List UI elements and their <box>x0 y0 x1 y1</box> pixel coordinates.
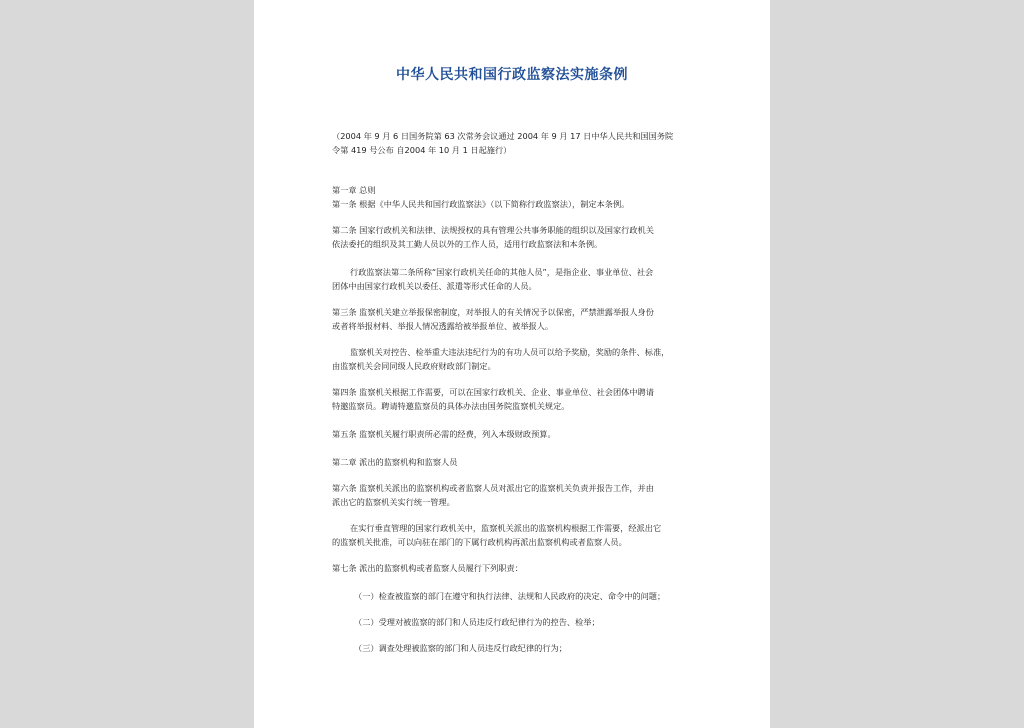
chapter-heading: 第二章 派出的监察机构和监察人员 <box>332 457 458 467</box>
article-7-item: （一）检查被监察的部门在遵守和执行法律、法规和人民政府的决定、命令中的问题； <box>354 591 666 601</box>
article-6-paragraph: 的监察机关批准，可以向驻在部门的下属行政机构再派出监察机构或者监察人员。 <box>332 537 627 547</box>
article-6-paragraph: 在实行垂直管理的国家行政机关中，监察机关派出的监察机构根据工作需要，经派出它 <box>350 523 662 533</box>
article-3-line: 第三条 监察机关建立举报保密制度，对举报人的有关情况予以保密，严禁泄露举报人身份 <box>332 307 654 317</box>
preface-line: （2004 年 9 月 6 日国务院第 63 次常务会议通过 2004 年 9 月 17 日中华人民共和国国务院 <box>332 131 674 141</box>
article-3-line: 或者将举报材料、举报人情况透露给被举报单位、被举报人。 <box>332 321 554 331</box>
article-2-paragraph: 行政监察法第二条所称“国家行政机关任命的其他人员”，是指企业、事业单位、社会 <box>350 267 654 277</box>
document-title: 中华人民共和国行政监察法实施条例 <box>396 67 628 83</box>
article-7: 第七条 派出的监察机构或者监察人员履行下列职责： <box>332 563 523 573</box>
article-3-paragraph: 监察机关对控告、检举重大违法违纪行为的有功人员可以给予奖励，奖励的条件、标准， <box>350 347 670 357</box>
article-4-line: 第四条 监察机关根据工作需要，可以在国家行政机关、企业、事业单位、社会团体中聘请 <box>332 387 654 397</box>
article-6-line: 派出它的监察机关实行统一管理。 <box>332 497 455 507</box>
document-page <box>254 0 770 728</box>
chapter-heading: 第一章 总则 <box>332 185 376 195</box>
article-4-line: 特邀监察员。聘请特邀监察员的具体办法由国务院监察机关规定。 <box>332 401 570 411</box>
article-5: 第五条 监察机关履行职责所必需的经费，列入本级财政预算。 <box>332 429 556 439</box>
article-6-line: 第六条 监察机关派出的监察机构或者监察人员对派出它的监察机关负责并报告工作，并由 <box>332 483 654 493</box>
article-2-line: 第二条 国家行政机关和法律、法规授权的具有管理公共事务职能的组织以及国家行政机关 <box>332 225 654 235</box>
article-3-paragraph: 由监察机关会同同级人民政府财政部门制定。 <box>332 361 496 371</box>
article-2-line: 依法委托的组织及其工勤人员以外的工作人员，适用行政监察法和本条例。 <box>332 239 603 249</box>
article-7-item: （三）调查处理被监察的部门和人员违反行政纪律的行为； <box>354 643 567 653</box>
article-1: 第一条 根据《中华人民共和国行政监察法》（以下简称行政监察法），制定本条例。 <box>332 199 630 209</box>
article-7-item: （二）受理对被监察的部门和人员违反行政纪律行为的控告、检举； <box>354 617 600 627</box>
preface-line: 令第 419 号公布 自2004 年 10 月 1 日起施行） <box>332 145 512 155</box>
article-2-paragraph: 团体中由国家行政机关以委任、派遣等形式任命的人员。 <box>332 281 537 291</box>
